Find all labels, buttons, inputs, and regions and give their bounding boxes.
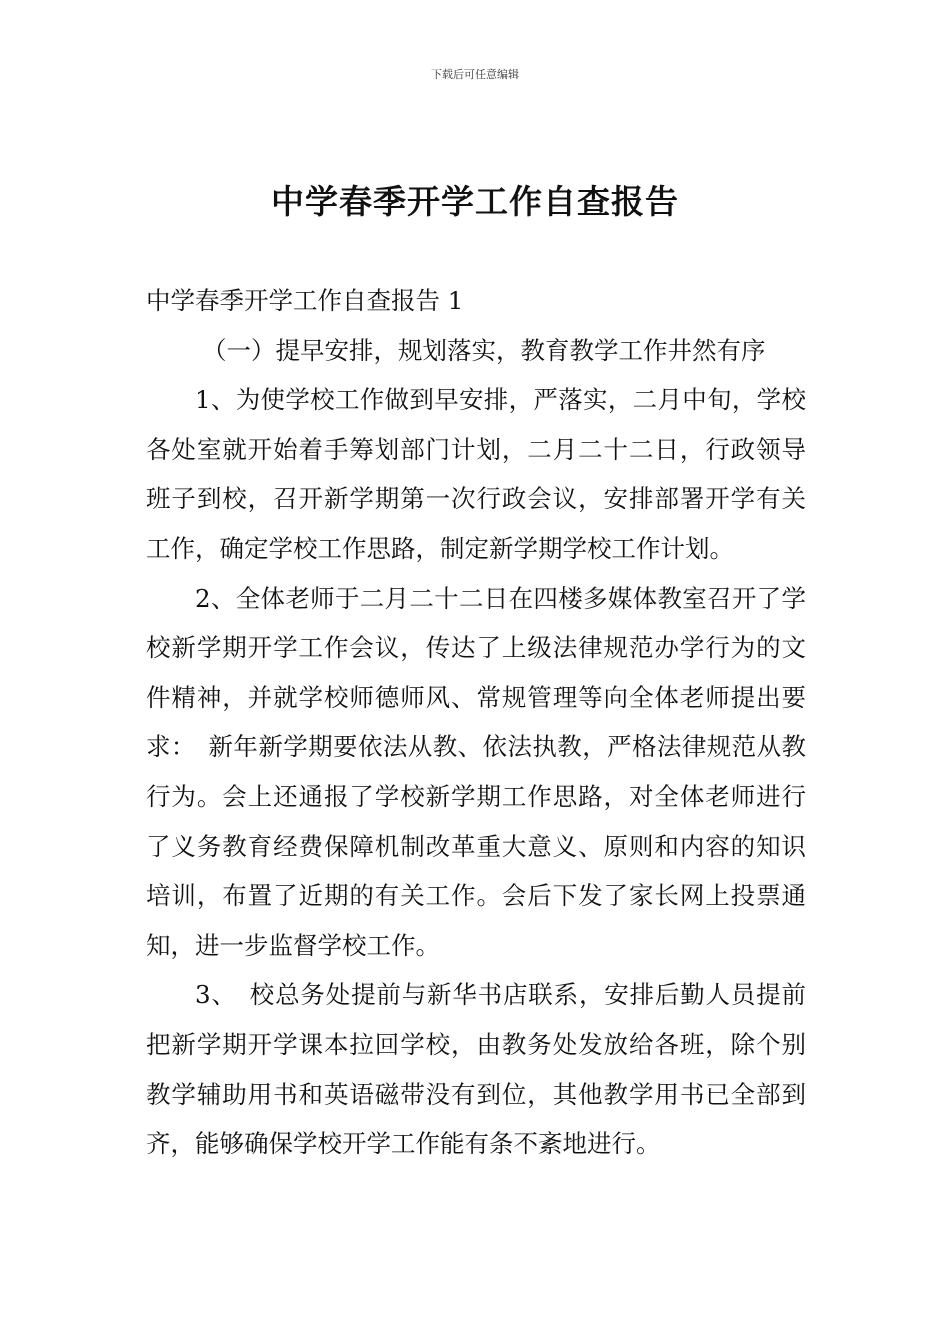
- report-subtitle: 中学春季开学工作自查报告 1: [146, 286, 464, 315]
- paragraph-item-1: 1、为使学校工作做到早安排，严落实，二月中旬，学校各处室就开始着手筹划部门计划，二月二十二日，行政领导班子到校，召开新学期第一次行政会议，安排部署开学有关工作，确定学校工作思路，制定新学期学校工作计划。: [146, 385, 806, 563]
- section-heading: （一）提早安排，规划落实，教育教学工作井然有序: [202, 335, 766, 365]
- paragraph-item-3: 3、 校总务处提前与新华书店联系，安排后勤人员提前把新学期开学课本拉回学校，由教务处发放给各班，除个别教学辅助用书和英语磁带没有到位，其他教学用书已全部到齐，能够确保学校开学工作能有条不紊地进行。: [146, 980, 806, 1159]
- document-body: [146, 276, 806, 1169]
- page-header-note: 下载后可任意编辑: [431, 68, 519, 81]
- paragraph-item-2: 2、全体老师于二月二十二日在四楼多媒体教室召开了学校新学期开学工作会议，传达了上级法律规范办学行为的文件精神，并就学校师德师风、常规管理等向全体老师提出要求： 新年新学期要依法从教、依法执教，严格法律规范从教行为。会上还通报了学校新学期工作思路，对全体老师进行了义务教育经费保障机制改革重大意义、原则和内容的知识培训，布置了近期的有关工作。会后下发了家长网上投票通知，进一步监督学校工作。: [146, 583, 806, 960]
- document-title: 中学春季开学工作自查报告: [271, 182, 679, 221]
